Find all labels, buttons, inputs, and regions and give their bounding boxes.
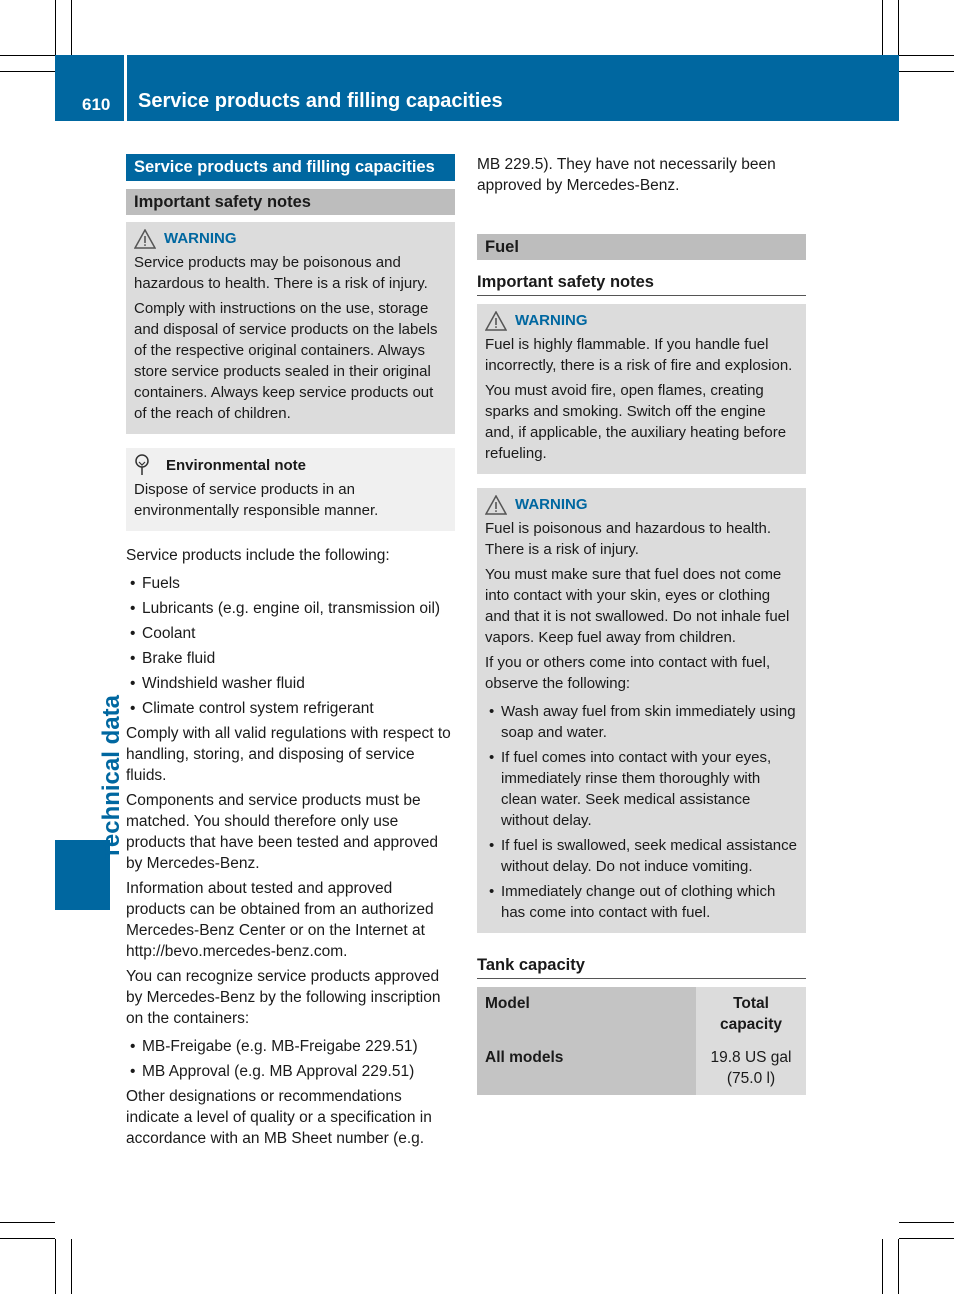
list-item: • Brake fluid <box>126 648 455 669</box>
warning-box <box>126 222 455 434</box>
crop-mark <box>882 0 883 55</box>
list-item: • Windshield washer fluid <box>126 673 455 694</box>
list-item: • Lubricants (e.g. engine oil, transmission oil) <box>126 598 455 619</box>
warning-label: WARNING <box>515 496 588 513</box>
list-item: • Wash away fuel from skin immediately using soap and water. <box>485 701 798 743</box>
warning-text: You must make sure that fuel does not come into contact with your skin, eyes or clothing and that it is not swallowed. Do not inhale fuel vapors. Keep fuel away from children. <box>485 566 790 646</box>
tank-capacity-heading: Tank capacity <box>477 955 806 979</box>
paragraph: Other designations or recommendations indicate a level of quality or a specification in accordance with an MB Sheet number (e.g. <box>126 1088 432 1147</box>
table-header-cell: Total capacity <box>696 987 806 1041</box>
environment-note-label: Environmental note <box>166 456 307 474</box>
paragraph: You can recognize service products approved by Mercedes-Benz by the following inscription on the containers: <box>126 968 441 1027</box>
list-item: • If fuel comes into contact with your eyes, immediately rinse them thoroughly with clean water. Seek medical assistance without delay. <box>485 747 798 831</box>
crop-mark <box>0 1238 55 1239</box>
warning-text: You must avoid fire, open flames, creating sparks and smoking. Switch off the engine and, if applicable, the auxiliary heating before refueling. <box>485 382 787 462</box>
table-row <box>477 1041 806 1095</box>
section-title: Service products and filling capacities <box>126 154 455 181</box>
table-header-cell: Model <box>477 987 696 1041</box>
fuel-contact-list <box>485 701 798 923</box>
crop-mark <box>55 0 56 55</box>
inscriptions-list <box>126 1036 455 1082</box>
crop-mark <box>899 71 954 72</box>
list-item: • MB-Freigabe (e.g. MB-Freigabe 229.51) <box>126 1036 455 1057</box>
environment-note-heading <box>134 454 447 476</box>
table-cell: All models <box>477 1041 696 1095</box>
crop-mark <box>898 1239 899 1294</box>
safety-notes-heading: Important safety notes <box>477 272 806 296</box>
warning-heading <box>485 310 798 331</box>
crop-mark <box>899 1222 954 1223</box>
crop-mark <box>899 1238 954 1239</box>
warning-box <box>477 488 806 933</box>
warning-heading <box>485 494 798 515</box>
crop-mark <box>898 0 899 55</box>
right-column <box>477 154 806 1095</box>
table-row <box>477 987 806 1041</box>
environment-note-box <box>126 448 455 531</box>
fuel-section-title: Fuel <box>477 234 806 260</box>
crop-mark <box>882 1239 883 1294</box>
crop-mark <box>0 1222 55 1223</box>
table-cell <box>696 1041 806 1095</box>
crop-mark <box>71 0 72 55</box>
environment-note-text: Dispose of service products in an environmentally responsible manner. <box>134 481 379 519</box>
warning-triangle-icon <box>485 495 507 515</box>
warning-text: Fuel is poisonous and hazardous to health. There is a risk of injury. <box>485 520 772 558</box>
header-divider <box>124 55 127 121</box>
warning-label: WARNING <box>515 312 588 329</box>
crop-mark <box>71 1239 72 1294</box>
service-products-list <box>126 573 455 719</box>
capacity-liters: (75.0 l) <box>726 1070 776 1087</box>
page-title: Service products and filling capacities <box>138 90 503 112</box>
crop-mark <box>0 71 55 72</box>
list-item: • Fuels <box>126 573 455 594</box>
list-item: • If fuel is swallowed, seek medical assistance without delay. Do not induce vomiting. <box>485 835 798 877</box>
list-item: • MB Approval (e.g. MB Approval 229.51) <box>126 1061 455 1082</box>
list-item: • Immediately change out of clothing which has come into contact with fuel. <box>485 881 798 923</box>
left-column <box>126 154 455 1153</box>
subsection-title: Important safety notes <box>126 189 455 215</box>
lightbulb-icon <box>134 454 154 476</box>
warning-text: If you or others come into contact with fuel, observe the following: <box>485 654 771 692</box>
warning-text: Comply with instructions on the use, storage and disposal of service products on the labels of the respective original containers. Always store service products sealed in their original containers. Always keep service products out of the reach of children. <box>134 300 438 422</box>
list-item: • Coolant <box>126 623 455 644</box>
crop-mark <box>899 55 954 56</box>
side-tab-label: Technical data <box>98 695 125 860</box>
warning-text: Fuel is highly flammable. If you handle fuel incorrectly, there is a risk of fire and explosion. <box>485 336 793 374</box>
warning-text: Service products may be poisonous and hazardous to health. There is a risk of injury. <box>134 254 428 292</box>
paragraph: Components and service products must be matched. You should therefore only use products that have been tested and approved by Mercedes-Benz. <box>126 792 438 872</box>
warning-triangle-icon <box>485 311 507 331</box>
capacity-us: 19.8 US gal <box>710 1049 792 1066</box>
warning-box <box>477 304 806 474</box>
warning-triangle-icon <box>134 229 156 249</box>
paragraph: Service products include the following: <box>126 547 390 564</box>
list-item: • Climate control system refrigerant <box>126 698 455 719</box>
crop-mark <box>55 1239 56 1294</box>
warning-label: WARNING <box>164 230 237 247</box>
paragraph: MB 229.5). They have not necessarily been approved by Mercedes-Benz. <box>477 156 776 194</box>
paragraph: Comply with all valid regulations with respect to handling, storing, and disposing of service fluids. <box>126 725 451 784</box>
page-number: 610 <box>82 95 111 114</box>
paragraph: Information about tested and approved products can be obtained from an authorized Mercedes-Benz Center or on the Internet at http://bevo.mercedes-benz.com. <box>126 880 434 960</box>
warning-heading <box>134 228 447 249</box>
tank-capacity-table <box>477 987 806 1095</box>
crop-mark <box>0 55 55 56</box>
